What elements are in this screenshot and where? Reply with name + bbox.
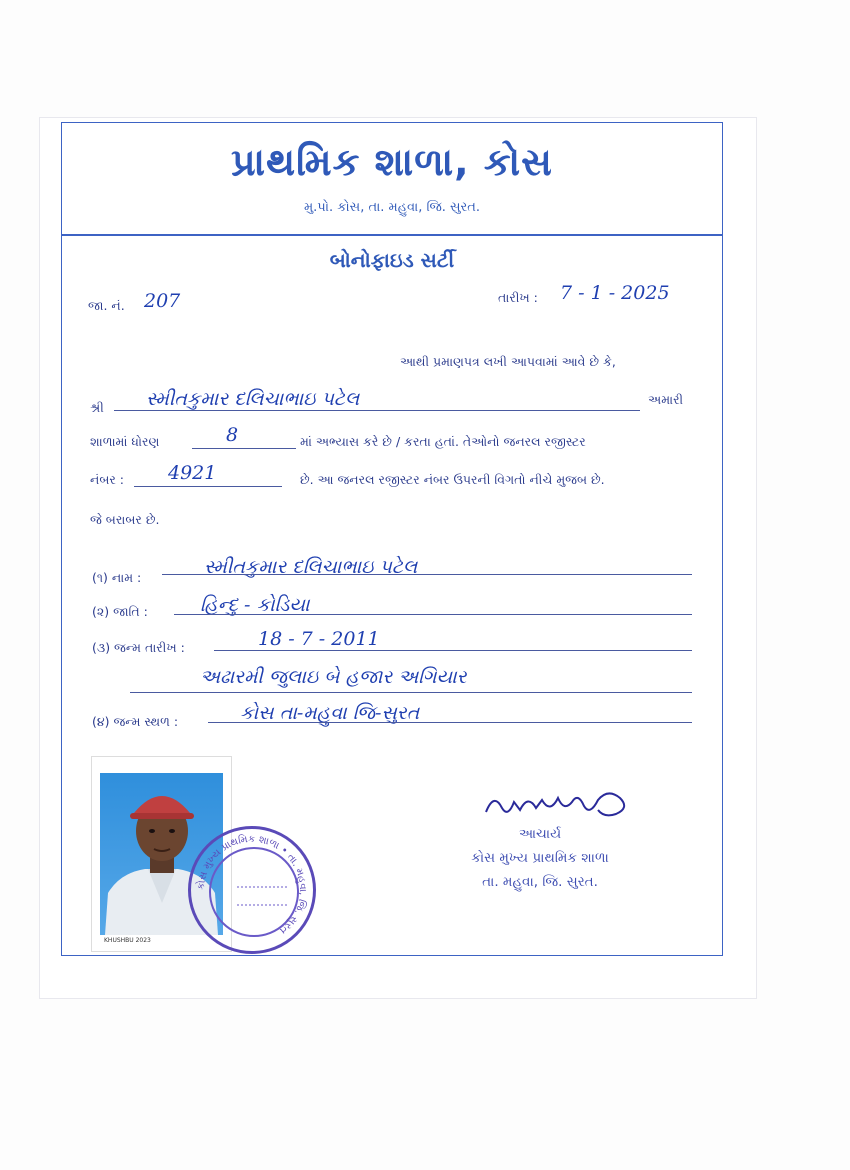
detail-pob-value: કોસ તા-મહુવા જિ-સુરત [240, 702, 420, 724]
detail-pob-underline [208, 722, 692, 723]
shri-label: શ્રી [90, 400, 104, 415]
std-value: 8 [226, 424, 239, 446]
std-suffix: માં અભ્યાસ કરે છે / કરતા હતાં. તેઓનો જનરલ રજીસ્ટર [300, 434, 586, 449]
signature-place: તા. મહુવા, જિ. સુરત. [482, 874, 598, 890]
date-value: 7 - 1 - 2025 [560, 282, 670, 304]
std-underline [192, 448, 296, 449]
school-stamp [188, 826, 316, 954]
detail-dob-words: અઢારમી જુલાઇ બે હજાર અગિયાર [200, 666, 467, 688]
name-underline [114, 410, 640, 411]
register-suffix: છે. આ જનરલ રજીસ્ટર નંબર ઉપરની વિગતો નીચે મુજબ છે. [300, 472, 605, 487]
detail-name-underline [162, 574, 692, 575]
student-name-handwritten: સ્મીતકુમાર દલિચાભાઇ પટેલ [146, 388, 360, 410]
register-number: 4921 [168, 462, 217, 484]
certificate-title: બોનોફાઇડ સર્ટી [329, 248, 455, 272]
detail-name-label: (૧) નામ : [92, 570, 142, 585]
stamp-text: કોસ મુખ્ય પ્રાથમિક શાળા • તા. મહુવા, જિ. સુરત [195, 833, 309, 936]
detail-caste-value: હિન્દુ - કોડિયા [200, 594, 310, 616]
detail-dob-label: (૩) જન્મ તારીખ : [92, 640, 185, 655]
detail-caste-label: (૨) જાતિ : [92, 604, 148, 619]
signature-school: કોસ મુખ્ય પ્રાથમિક શાળા [471, 850, 609, 866]
register-underline [134, 486, 282, 487]
detail-name-value: સ્મીતકુમાર દલિચાભાઇ પટેલ [204, 556, 418, 578]
signature-designation: આચાર્ય [518, 826, 562, 842]
detail-dob-value: 18 - 7 - 2011 [258, 628, 380, 650]
number-label: નંબર : [90, 472, 124, 487]
ref-number: 207 [144, 290, 181, 312]
std-prefix: શાળામાં ધોરણ [90, 434, 160, 449]
header-divider [61, 234, 723, 236]
principal-signature [480, 788, 640, 822]
photo-caption: KHUSHBU 2023 [104, 937, 151, 944]
detail-dob-words-underline [130, 692, 692, 693]
detail-pob-label: (૪) જન્મ સ્થળ : [92, 714, 179, 729]
detail-dob-underline [214, 650, 692, 651]
date-label: તારીખ : [498, 290, 538, 305]
amari-text: અમારી [648, 392, 684, 407]
intro-text: આથી પ્રમાણપત્ર લખી આપવામાં આવે છે કે, [400, 354, 616, 369]
detail-caste-underline [174, 614, 692, 615]
ref-label: જા. નં. [88, 298, 125, 313]
closing-text: જે બરાબર છે. [90, 512, 160, 527]
school-name: પ્રાથમિક શાળા, કોસ [231, 140, 553, 184]
school-address: મુ.પો. કોસ, તા. મહુવા, જિ. સુરત. [303, 200, 481, 215]
